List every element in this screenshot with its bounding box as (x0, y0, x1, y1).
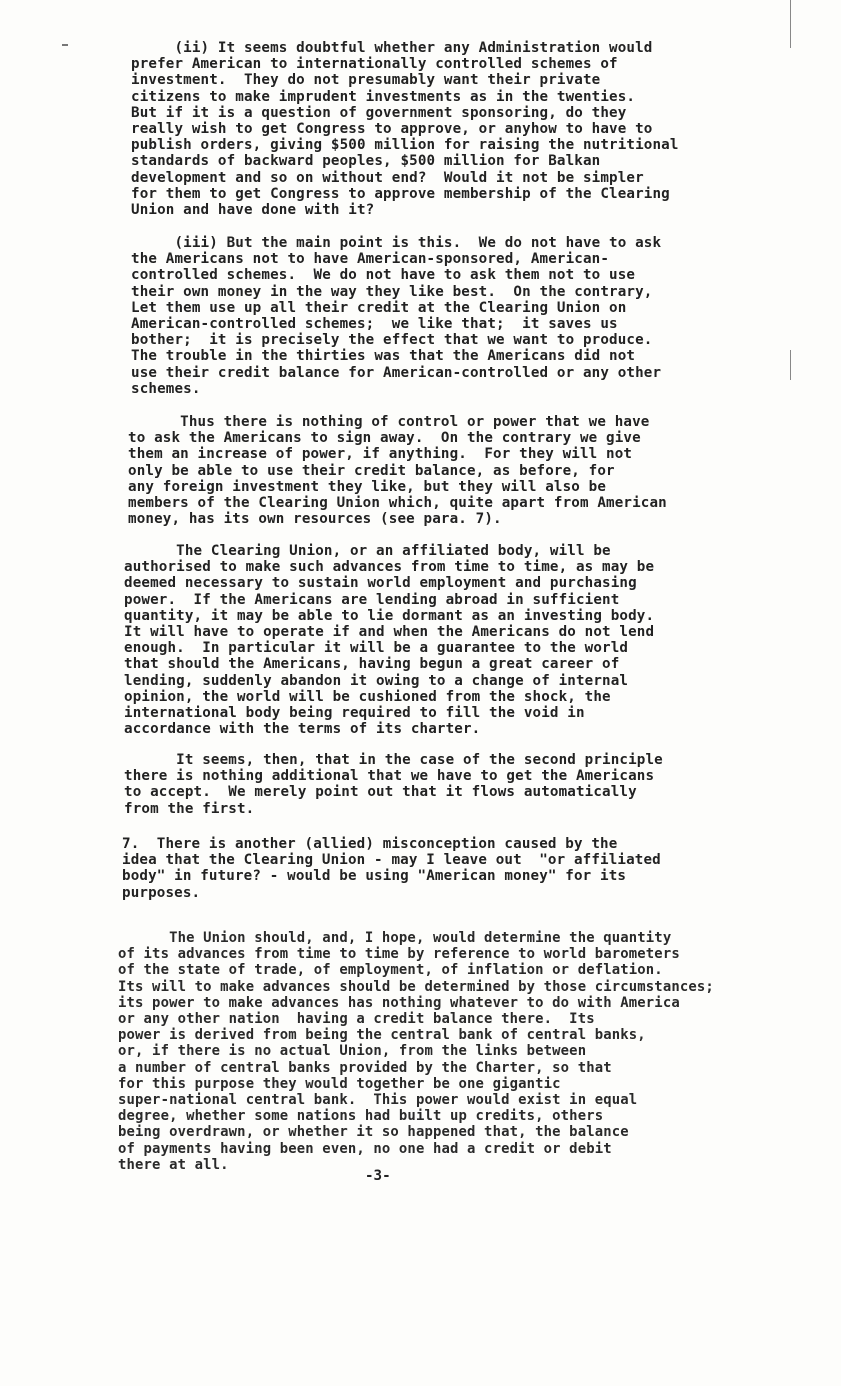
paragraph-union-power: The Union should, and, I hope, would determine the quantity of its advances from time to time by reference to world barometers of the state of trade, of employment, of inflation or deflation. Its will to make advances should be determined by those circumstances; its power to make advances has nothing whatever to do with America or any other nation having a credit balance there. Its power is derived from being the central bank of central banks, or, if there is no actual Union, from the links between a number of central banks provided by the Charter, so that for this purpose they would together be one gigantic super-national central bank. This power would exist in equal degree, whether some nations had built up credits, others being overdrawn, or whether it so happened that, the balance of payments having been even, no one had a credit or debit there at all. (118, 930, 714, 1173)
paragraph-thus: Thus there is nothing of control or power that we have to ask the Americans to sign away. On the contrary we give them an increase of power, if anything. For they will not only be able to use their credit balance, as before, for any foreign investment they like, but they will also be members of the Clearing Union which, quite apart from American money, has its own resources (see para. 7). (128, 414, 667, 528)
margin-rule-middle (790, 350, 791, 380)
paragraph-ii: (ii) It seems doubtful whether any Administration would prefer American to internationally controlled schemes of investment. They do not presumably want their private citizens to make imprudent investments as in the twenties. But if it is a question of government sponsoring, do they really wish to get Congress to approve, or anyhow to have to publish orders, giving $500 million for raising the nutritional standards of backward peoples, $500 million for Balkan development and so on without end? Would it not be simpler for them to get Congress to approve membership of the Clearing Union and have done with it? (131, 40, 679, 219)
paragraph-clearing-union: The Clearing Union, or an affiliated body, will be authorised to make such advances from time to time, as may be deemed necessary to sustain world employment and purchasing power. If the Americans are lending abroad in sufficient quantity, it may be able to lie dormant as an investing body. It will have to operate if and when the Americans do not lend enough. In particular it will be a guarantee to the world that should the Americans, having begun a great career of lending, suddenly abandon it owing to a change of internal opinion, the world will be cushioned from the shock, the international body being required to fill the void in accordance with the terms of its charter. (124, 543, 655, 738)
margin-rule-top (790, 0, 791, 48)
page-number: -3- (365, 1168, 391, 1184)
margin-mark (62, 44, 68, 46)
paragraph-iii: (iii) But the main point is this. We do not have to ask the Americans not to have American-sponsored, American- controlled schemes. We do not have to ask them not to use their own money in the way they like best. On the contrary, Let them use up all their credit at the Clearing Union on American-controlled schemes; we like that; it saves us bother; it is precisely the effect that we want to produce. The trouble in the thirties was that the Americans did not use their credit balance for American-controlled or any other schemes. (131, 235, 662, 397)
paragraph-seven: 7. There is another (allied) misconception caused by the idea that the Clearing Union - may I leave out "or affiliated body" in future? - would be using "American money" for its purposes. (122, 836, 661, 901)
paragraph-second-principle: It seems, then, that in the case of the second principle there is nothing additional that we have to get the Americans to accept. We merely point out that it flows automatically from the first. (124, 752, 663, 817)
